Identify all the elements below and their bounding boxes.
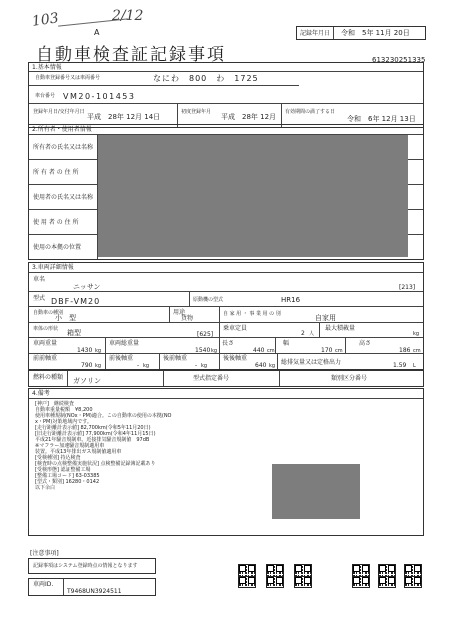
maker-label: 車名 <box>33 276 46 283</box>
remark-line: 自動車重量税額 ¥8,200 <box>35 407 93 413</box>
length-label: 長さ <box>222 340 235 347</box>
initial-reg-label: 初度登録年月 <box>181 109 212 115</box>
expiry-label: 有効期間の満了する日 <box>285 109 336 115</box>
qr-code-icon <box>266 576 284 588</box>
remarks-text <box>35 401 285 491</box>
capacity-label: 乗車定員 <box>223 325 248 332</box>
weight-value: 1430 <box>77 347 93 354</box>
maker-value: ニッサン <box>73 283 101 291</box>
height-label: 高さ <box>359 340 372 347</box>
remark-line: 平成21年騒音規制車。近接排気騒音規制値 97dB <box>35 437 150 443</box>
rr-axle-value: 640 <box>255 362 267 369</box>
maxload-label: 最大積載量 <box>325 325 356 332</box>
doc-number: 613230251335 <box>372 56 426 64</box>
record-date-value: 令和 5年 11月 20日 <box>341 29 410 37</box>
fuel-label: 燃料の種類 <box>33 374 64 381</box>
length-unit: cm <box>267 348 275 354</box>
section4-heading: 4.備考 <box>32 390 50 397</box>
width-value: 170 <box>321 347 333 354</box>
engine-label: 原動機の型式 <box>193 297 224 303</box>
displacement-label: 総排気量又は定格出力 <box>281 359 342 366</box>
rr-axle-label: 後後軸重 <box>223 355 248 362</box>
expiry-value: 令和 6年 12月 13日 <box>347 115 416 123</box>
class-label: 類別区分番号 <box>331 375 368 382</box>
reg-number-value: なにわ 800 わ 1725 <box>153 74 259 83</box>
gross-unit: kg <box>211 348 218 354</box>
rf-axle-unit: kg <box>201 363 208 369</box>
engine-value: HR16 <box>281 296 301 304</box>
chassis-value: VM20-101453 <box>63 92 136 101</box>
gross-value: 1540 <box>195 347 211 354</box>
handwritten-letter: A <box>94 28 100 37</box>
vehicle-id-value: T9468UN3924511 <box>67 588 122 595</box>
qr-code-icon <box>238 576 256 588</box>
shape-label: 車体の形状 <box>33 326 59 332</box>
ff-axle-label: 前前軸重 <box>33 355 58 362</box>
remark-line: [受検形態] 認証整備工場 <box>35 467 91 473</box>
fuel-row <box>28 370 424 387</box>
ff-axle-value: 790 <box>81 362 93 369</box>
first-reg-label: 登録年月日/交付年月日 <box>33 109 85 115</box>
basic-info-section <box>28 62 424 128</box>
remark-line: [型式・類別] 16280・0142 <box>35 479 100 485</box>
remark-line: [整備工場コード] 63-03385 <box>35 473 100 479</box>
section1-heading: 1.基本情報 <box>32 64 62 71</box>
owner-address-label: 所 有 者 の 住 所 <box>33 169 79 176</box>
height-unit: cm <box>413 348 421 354</box>
record-date-label: 記録年月日 <box>300 30 331 37</box>
remark-line: [旧走行距離計表示値] 77,900km(令和4年11月15日) <box>35 431 156 437</box>
width-label: 幅 <box>283 340 290 347</box>
rf-axle-label: 後前軸重 <box>163 355 188 362</box>
use-label: 用途 <box>173 309 186 316</box>
private-label: 自 家 用 ・ 事 業 用 の 別 <box>223 311 281 317</box>
user-name-label: 使用者の氏名又は名称 <box>33 194 94 201</box>
height-value: 186 <box>399 347 411 354</box>
redacted-remarks-block <box>272 464 360 519</box>
section2-heading: 2.所有者・使用者情報 <box>32 126 92 133</box>
remark-line: [受検種別] 持込検査 <box>35 455 81 461</box>
vehicle-id-box <box>28 578 156 596</box>
first-reg-value: 平成 28年 12月 14日 <box>87 113 161 121</box>
model-value: DBF-VM20 <box>51 297 101 306</box>
owner-name-label: 所有者の氏名又は名称 <box>33 144 94 151</box>
vehicle-id-label: 車両ID. <box>33 581 54 588</box>
designation-label: 型式指定番号 <box>193 375 230 382</box>
remark-line: [神戸] 継続検査 <box>35 401 74 407</box>
reg-number-label: 自動車登録番号又は車両番号 <box>35 75 101 81</box>
notes-text: 記録事項はシステム登録時点の情報となります <box>33 563 138 569</box>
remark-line: 装置。平成13年排出ガス規制値適用車 <box>35 449 122 455</box>
qr-code-icon <box>352 576 370 588</box>
remark-line: ※マフラー加速騒音規制適用車 <box>35 443 105 449</box>
gross-label: 車両総重量 <box>109 340 140 347</box>
initial-reg-value: 平成 28年 12月 <box>221 113 277 121</box>
fr-axle-unit: kg <box>143 363 150 369</box>
ff-axle-unit: kg <box>95 363 102 369</box>
record-date-box <box>296 26 426 40</box>
model-label: 型式 <box>33 295 46 302</box>
fr-axle-label: 前後軸重 <box>109 355 134 362</box>
notes-box <box>28 558 156 574</box>
weight-label: 車両重量 <box>33 340 58 347</box>
qr-code-icon <box>294 576 312 588</box>
remark-line: [検査時の点検整備実施状況] 点検整備記録簿記載あり <box>35 461 156 467</box>
redacted-owner-block <box>98 135 408 257</box>
notes-heading: [注意事項] <box>30 550 59 557</box>
page-title: 自動車検査証記録事項 <box>36 45 226 65</box>
displacement-value: 1.59 <box>393 362 407 369</box>
capacity-unit: 人 <box>309 331 315 337</box>
width-unit: cm <box>335 348 343 354</box>
maxload-unit: kg <box>413 331 420 337</box>
remarks-section <box>28 388 424 536</box>
maker-code: [213] <box>399 284 416 291</box>
remark-line: [走行距離計表示値] 82,700km(令和5年11月20日) <box>35 425 151 431</box>
rf-axle-value: - <box>195 362 198 369</box>
remark-line: 使用車種規制(NOx・PM)適合。この自動車の使用の本拠(NO <box>35 413 172 419</box>
length-value: 440 <box>253 347 265 354</box>
handwritten-fraction: 2/12 <box>112 8 144 24</box>
capacity-value: 2 <box>301 330 305 337</box>
user-address-label: 使 用 者 の 住 所 <box>33 219 79 226</box>
kind-label: 自動車の種別 <box>33 310 64 316</box>
kind-value: 小 型 <box>55 314 76 322</box>
fr-axle-value: - <box>137 362 140 369</box>
qr-code-icon <box>378 576 396 588</box>
weight-unit: kg <box>95 348 102 354</box>
rr-axle-unit: kg <box>269 363 276 369</box>
private-value: 自家用 <box>315 314 336 322</box>
shape-value: 箱型 <box>67 329 81 337</box>
use-value: 貨物 <box>181 315 194 322</box>
qr-code-icon <box>404 576 422 588</box>
displacement-unit: L <box>413 363 416 369</box>
chassis-label: 車台番号 <box>35 93 56 99</box>
remark-line: 以下余白 <box>35 485 56 491</box>
remark-line: x・PM)対策地域内です。 <box>35 419 92 425</box>
shape-code: [625] <box>197 331 214 338</box>
section3-heading: 3.車両詳細情報 <box>32 264 74 271</box>
fuel-value: ガソリン <box>73 377 101 385</box>
base-location-label: 使用の本拠の位置 <box>33 244 82 251</box>
handwritten-number: 103 <box>31 10 60 30</box>
vehicle-detail-section <box>28 262 424 370</box>
